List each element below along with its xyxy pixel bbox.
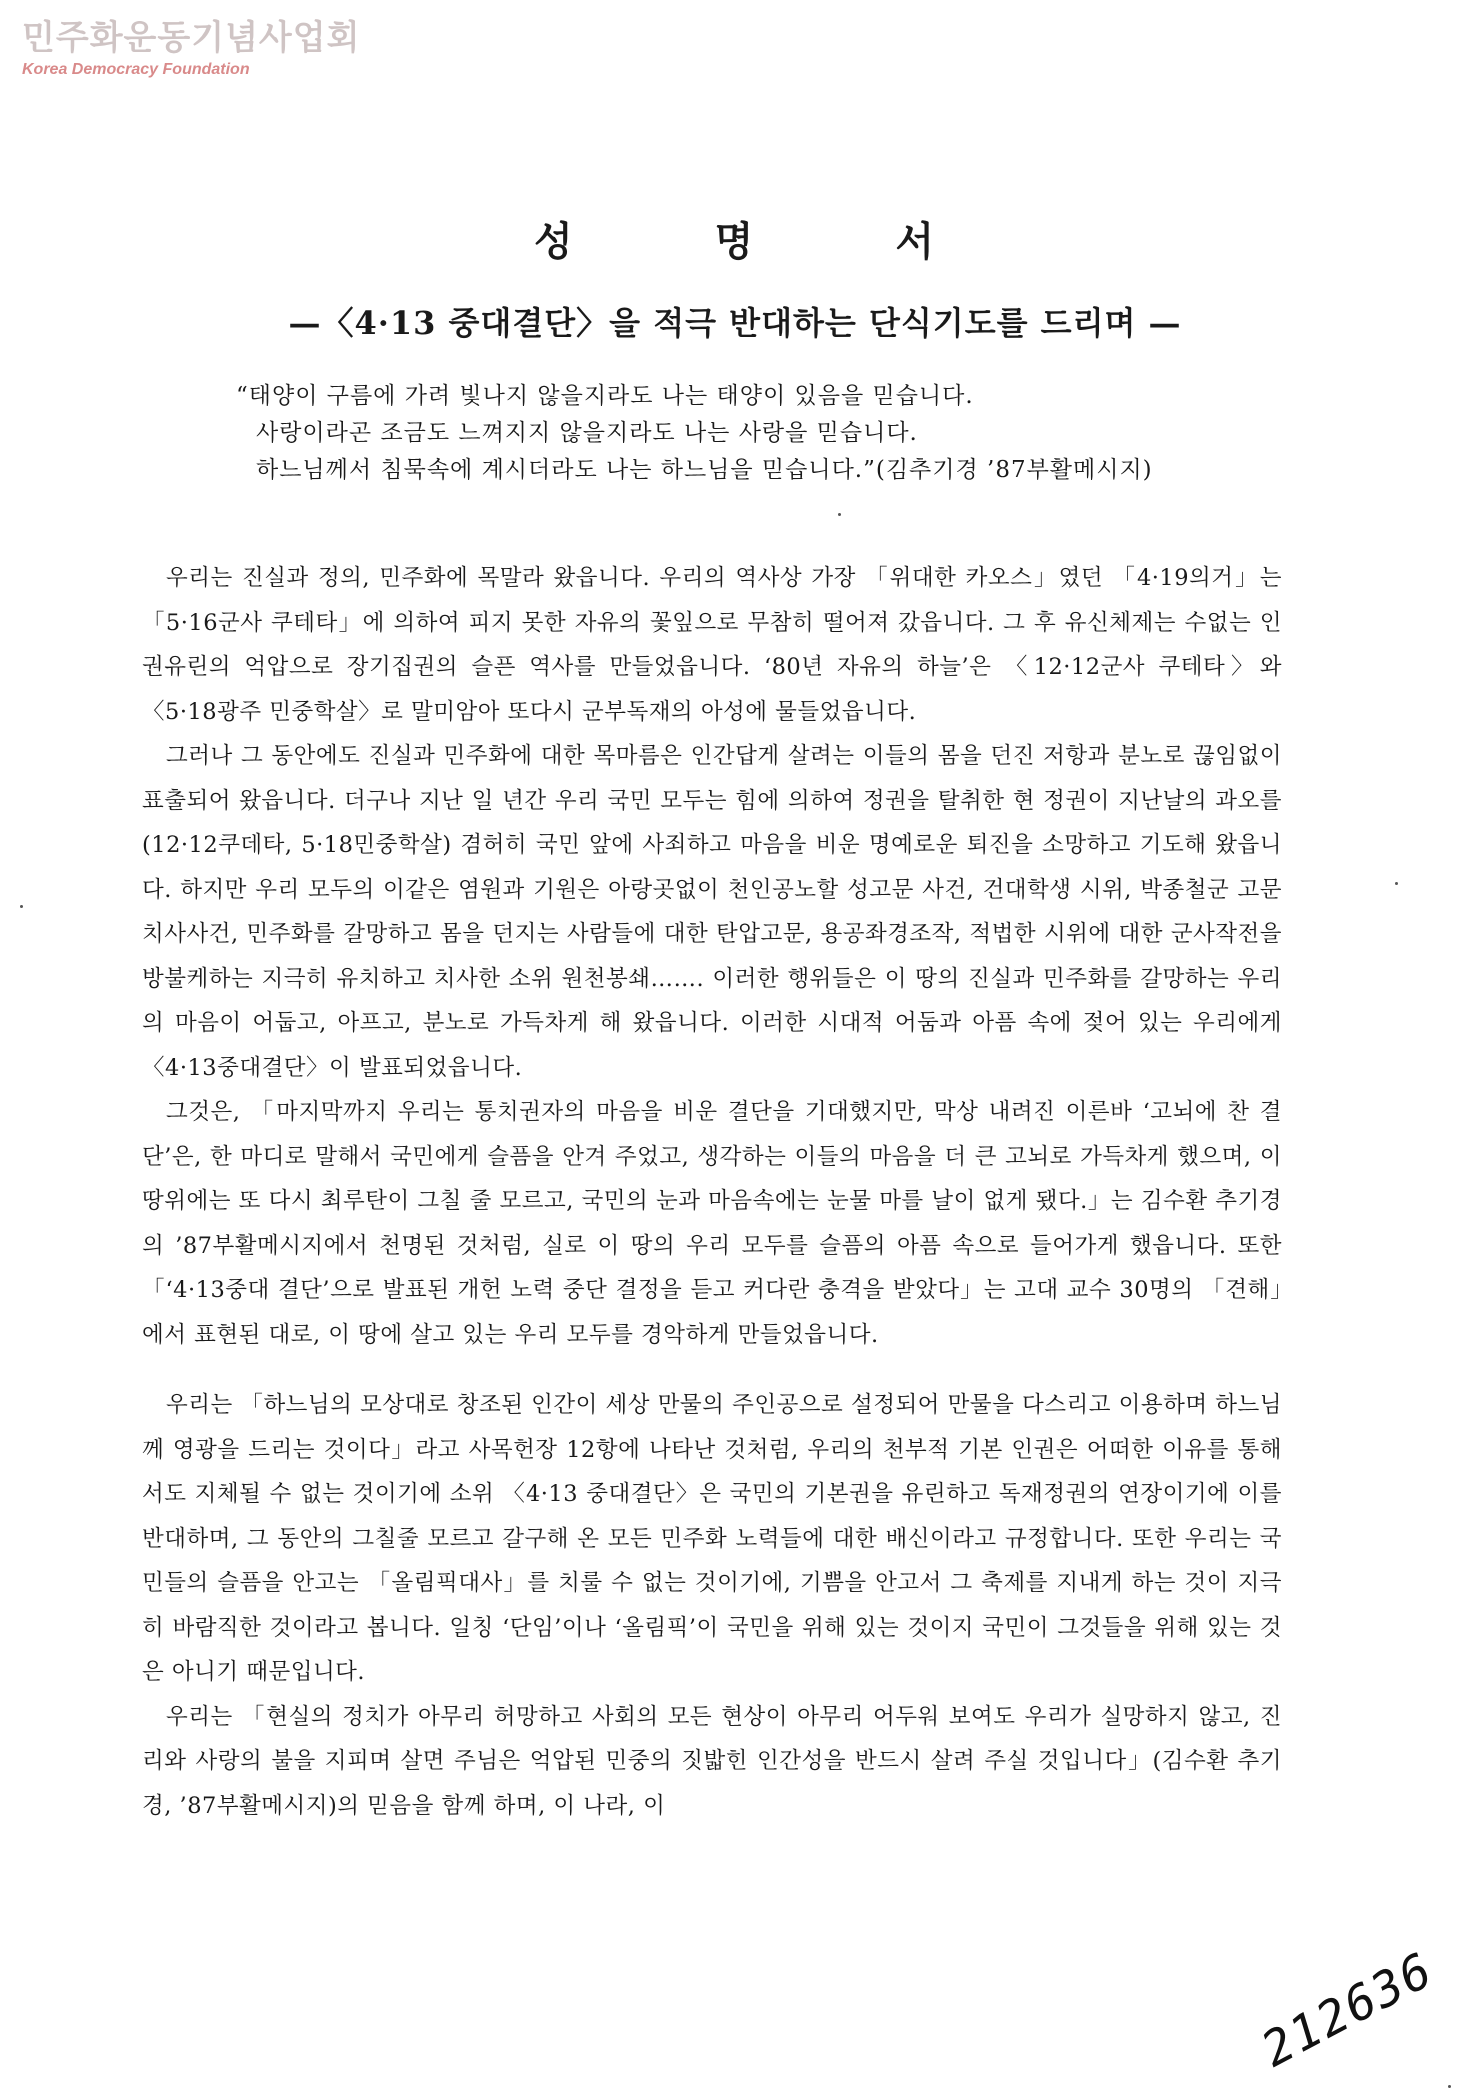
scan-speck [20,905,23,908]
body-paragraph: 우리는 「하느님의 모상대로 창조된 인간이 세상 만물의 주인공으로 설정되어 만물을 다스리고 이용하며 하느님께 영광을 드리는 것이다」라고 사목헌장 12항에 나타난 것처럼, 우리의 천부적 기본 인권은 어떠한 이유를 통해서도 지체될 수 없는 것이기에 소위 〈4·13 중대결단〉은 국민의 기본권을 유린하고 독재정권의 연장이기에 이를 반대하며, 그 동안의 그칠줄 모르고 갈구해 온 모든 민주화 노력들에 대한 배신이라고 규정합니다. 또한 우리는 국민들의 슬픔을 안고는 「올림픽대사」를 치룰 수 없는 것이기에, 기쁨을 안고서 그 축제를 지내게 하는 것이 지극히 바람직한 것이라고 봅니다. 일칭 ‘단임’이나 ‘올림픽’이 국민을 위해 있는 것이지 국민이 그것들을 위해 있는 것은 아니기 때문입니다. [142,1392,1282,1685]
watermark-english: Korea Democracy Foundation [22,61,250,78]
scan-speck [1448,2085,1451,2088]
page-subtitle: —〈4·13 중대결단〉을 적극 반대하는 단식기도를 드리며 — [288,304,1182,342]
epigraph-line: 하느님께서 침묵속에 계시더라도 나는 하느님을 믿습니다.”(김추기경 ’87부활메시지) [256,457,1153,483]
title-char: 명 [714,219,756,265]
watermark-korean: 민주화운동기념사업회 [22,18,361,58]
body-paragraph: 우리는 「현실의 정치가 아무리 허망하고 사회의 모든 현상이 아무리 어두워 보여도 우리가 실망하지 않고, 진리와 사랑의 불을 지피며 살면 주님은 억압된 민중의 짓밟힌 인간성을 반드시 살려 주실 것입니다」(김수환 추기경, ’87부활메시지)의 믿음을 함께 하며, 이 나라, 이 [142,1703,1282,1819]
epigraph-line: 사랑이라곤 조금도 느껴지지 않을지라도 나는 사랑을 믿습니다. [256,420,918,446]
title-char: 성 [534,219,575,265]
body-paragraph: 그러나 그 동안에도 진실과 민주화에 대한 목마름은 인간답게 살려는 이들의 몸을 던진 저항과 분노로 끊임없이 표출되어 왔읍니다. 더구나 지난 일 년간 우리 국민 모두는 힘에 의하여 정권을 탈취한 현 정권이 지난날의 과오를(12·12쿠데타, 5·18민중학살) 겸허히 국민 앞에 사죄하고 마음을 비운 명예로운 퇴진을 소망하고 기도해 왔읍니다. 하지만 우리 모두의 이같은 염원과 기원은 아랑곳없이 천인공노할 성고문 사건, 건대학생 시위, 박종철군 고문치사사건, 민주화를 갈망하고 몸을 던지는 사람들에 대한 탄압고문, 용공좌경조작, 적법한 시위에 대한 군사작전을 방불케하는 지극히 유치하고 치사한 소위 원천봉쇄……. 이러한 행위들은 이 땅의 진실과 민주화를 갈망하는 우리의 마음이 어둡고, 아프고, 분노로 가득차게 해 왔읍니다. 이러한 시대적 어둠과 아픔 속에 젖어 있는 우리에게 〈4·13중대결단〉이 발표되었읍니다. [142,743,1282,1081]
foundation-watermark [22,18,360,80]
epigraph-line: “태양이 구름에 가려 빛나지 않을지라도 나는 태양이 있음을 믿습니다. [236,383,974,409]
scan-speck [1395,882,1398,885]
title-char: 서 [895,219,936,265]
statement-body [142,556,1282,1828]
body-paragraph: 우리는 진실과 정의, 민주화에 목말라 왔읍니다. 우리의 역사상 가장 「위대한 카오스」였던 「4·19의거」는 「5·16군사 쿠테타」에 의하여 피지 못한 자유의 꽃잎으로 무참히 떨어져 갔읍니다. 그 후 유신체제는 수없는 인권유린의 억압으로 장기집권의 슬픈 역사를 만들었읍니다. ‘80년 자유의 하늘’은 〈12·12군사 쿠테타〉와 〈5·18광주 민중학살〉로 말미암아 또다시 군부독재의 아성에 물들었읍니다. [142,565,1282,725]
body-paragraph: 그것은, 「마지막까지 우리는 통치권자의 마음을 비운 결단을 기대했지만, 막상 내려진 이른바 ‘고뇌에 찬 결단’은, 한 마디로 말해서 국민에게 슬픔을 안겨 주었고, 생각하는 이들의 마음을 더 큰 고뇌로 가득차게 했으며, 이 땅위에는 또 다시 최루탄이 그칠 줄 모르고, 국민의 눈과 마음속에는 눈물 마를 날이 없게 됐다.」는 김수환 추기경의 ’87부활메시지에서 천명된 것처럼, 실로 이 땅의 우리 모두를 슬픔의 아픔 속으로 들어가게 했읍니다. 또한 「‘4·13중대 결단’으로 발표된 개헌 노력 중단 결정을 듣고 커다란 충격을 받았다」는 고대 교수 30명의 「견해」에서 표현된 대로, 이 땅에 살고 있는 우리 모두를 경악하게 만들었읍니다. [142,1099,1282,1348]
scan-speck [838,513,841,516]
epigraph-quote [236,378,1296,489]
page-title [0,210,1470,267]
handwritten-archive-number: 212636 [1252,1941,1443,2079]
